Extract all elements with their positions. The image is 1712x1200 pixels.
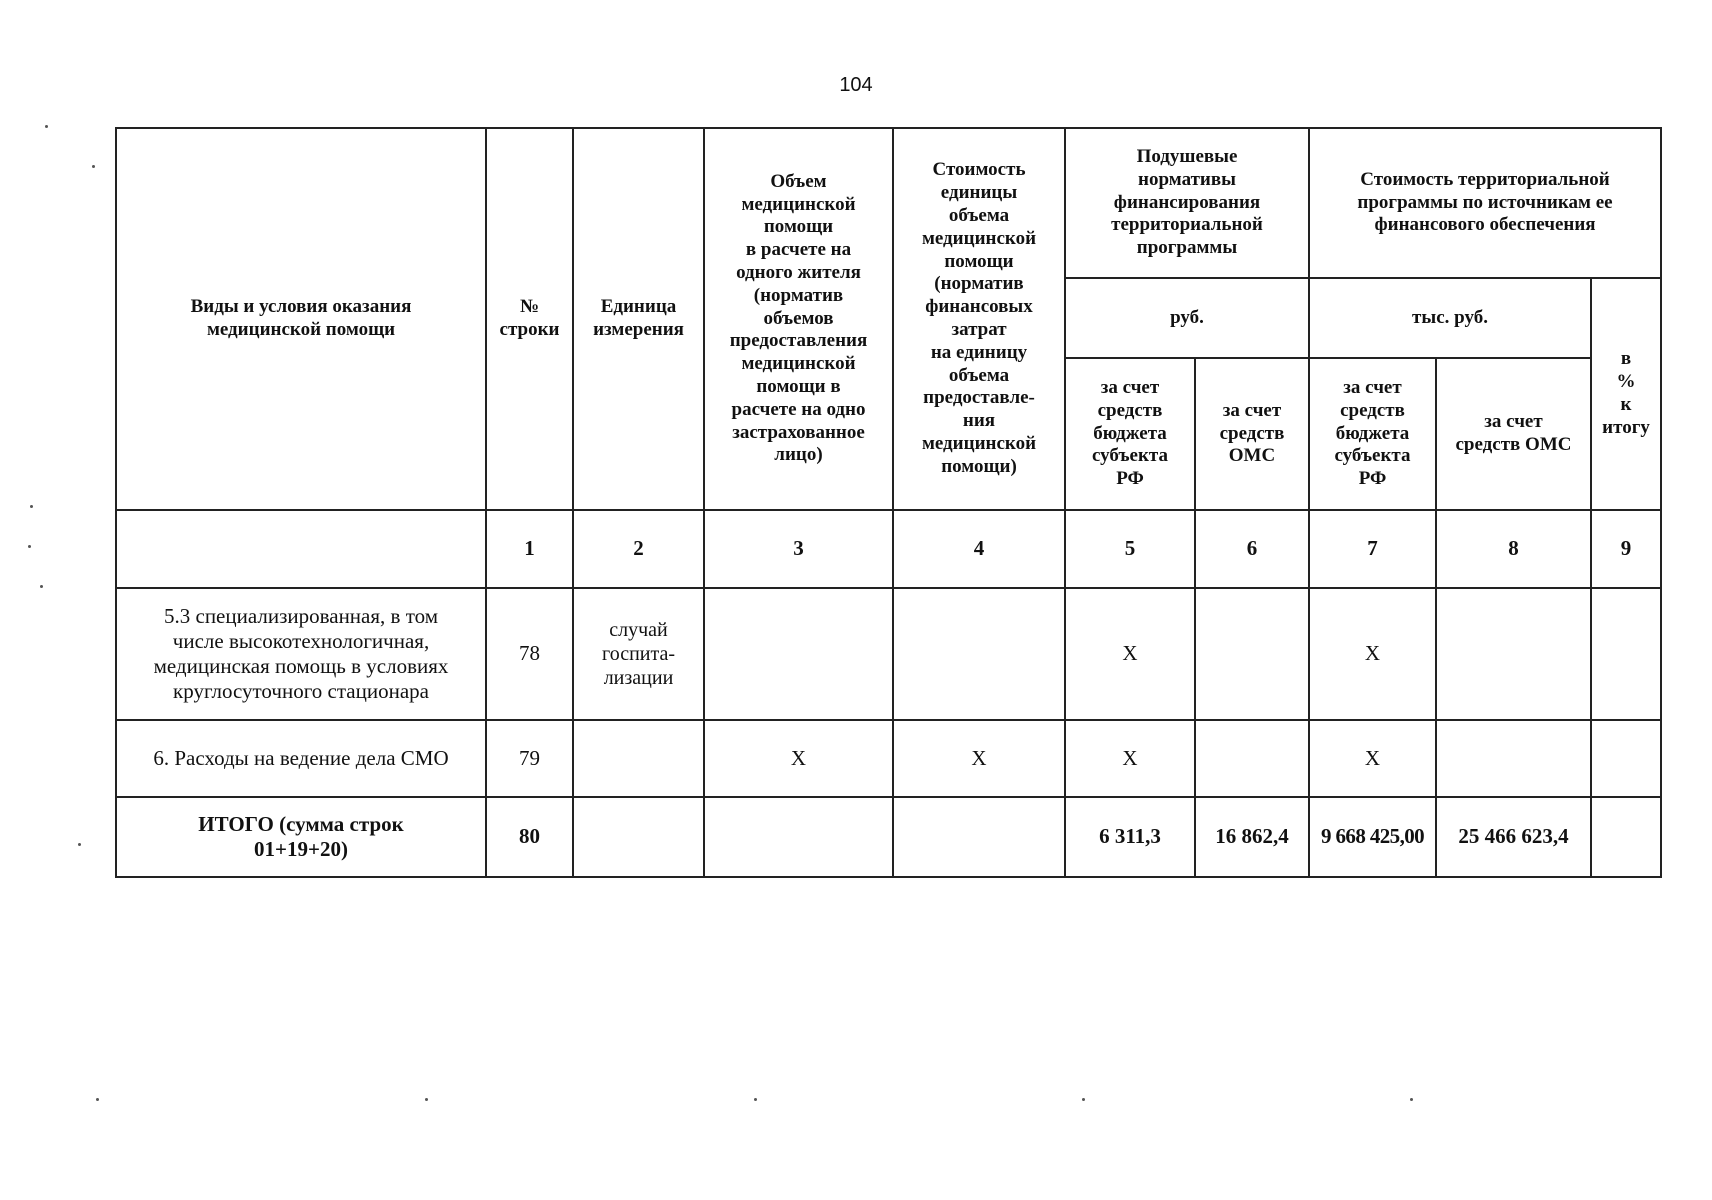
row-number: 80: [486, 797, 573, 877]
row-oms-rub: [1195, 588, 1309, 720]
header-volume: Объем медицинской помощи в расчете на одного жителя (норматив объемов предоставления медицинской помощи в расчете на одно застрахованное лицо): [704, 128, 893, 510]
row-name: 6. Расходы на ведение дела СМО: [116, 720, 486, 797]
row-percent: [1591, 797, 1661, 877]
row-volume: Х: [704, 720, 893, 797]
column-number-cell: 8: [1436, 510, 1591, 588]
column-number-cell: 4: [893, 510, 1065, 588]
header-unit-cost: Стоимость единицы объема медицинской помощи (норматив финансовых затрат на единицу объема предоставле- ния медицинской помощи): [893, 128, 1065, 510]
scan-speck: [30, 505, 33, 508]
row-budget-thousand: Х: [1309, 720, 1436, 797]
table-row: [116, 588, 1661, 720]
scan-speck: [425, 1098, 428, 1101]
scan-speck: [96, 1098, 99, 1101]
row-volume: [704, 797, 893, 877]
header-program-cost-group: Стоимость территориальной программы по источникам ее финансового обеспечения: [1309, 128, 1661, 278]
column-number-cell: 5: [1065, 510, 1195, 588]
row-number: 78: [486, 588, 573, 720]
column-number-cell: 9: [1591, 510, 1661, 588]
column-number-row: [116, 510, 1661, 588]
header-row-number: № строки: [486, 128, 573, 510]
header-unit: Единица измерения: [573, 128, 704, 510]
scan-speck: [92, 165, 95, 168]
header-oms-rub: за счет средств ОМС: [1195, 358, 1309, 510]
row-unit-cost: [893, 797, 1065, 877]
row-budget-rub: Х: [1065, 588, 1195, 720]
row-percent: [1591, 720, 1661, 797]
header-oms-thousand: за счет средств ОМС: [1436, 358, 1591, 510]
row-oms-thousand: [1436, 588, 1591, 720]
row-budget-rub: Х: [1065, 720, 1195, 797]
header-unit-thousand-rub: тыс. руб.: [1309, 278, 1591, 358]
row-oms-rub: 16 862,4: [1195, 797, 1309, 877]
scan-speck: [78, 843, 81, 846]
column-number-cell: 1: [486, 510, 573, 588]
scan-speck: [40, 585, 43, 588]
scan-speck: [1082, 1098, 1085, 1101]
header-budget-thousand: за счет средств бюджета субъекта РФ: [1309, 358, 1436, 510]
row-name-total: ИТОГО (сумма строк 01+19+20): [116, 797, 486, 877]
header-kinds-of-care: Виды и условия оказания медицинской помощи: [116, 128, 486, 510]
page-number: 104: [839, 74, 873, 96]
header-per-capita-group: Подушевые нормативы финансирования территориальной программы: [1065, 128, 1309, 278]
row-unit: [573, 797, 704, 877]
column-number-cell: 6: [1195, 510, 1309, 588]
row-oms-thousand: 25 466 623,4: [1436, 797, 1591, 877]
scan-speck: [45, 125, 48, 128]
scan-speck: [28, 545, 31, 548]
table-row-total: [116, 797, 1661, 877]
column-number-cell: 7: [1309, 510, 1436, 588]
column-number-cell: 2: [573, 510, 704, 588]
scan-speck: [1410, 1098, 1413, 1101]
column-number-cell: [116, 510, 486, 588]
row-unit: [573, 720, 704, 797]
row-name: 5.3 специализированная, в том числе высокотехнологичная, медицинская помощь в условиях круглосуточного стационара: [116, 588, 486, 720]
header-budget-rub: за счет средств бюджета субъекта РФ: [1065, 358, 1195, 510]
header-unit-rub: руб.: [1065, 278, 1309, 358]
row-budget-thousand: Х: [1309, 588, 1436, 720]
row-unit-cost: [893, 588, 1065, 720]
column-number-cell: 3: [704, 510, 893, 588]
row-volume: [704, 588, 893, 720]
row-oms-rub: [1195, 720, 1309, 797]
scan-speck: [754, 1098, 757, 1101]
table-row: [116, 720, 1661, 797]
row-unit: случай госпита- лизации: [573, 588, 704, 720]
row-unit-cost: Х: [893, 720, 1065, 797]
territorial-program-cost-table: [115, 127, 1662, 878]
row-budget-rub: 6 311,3: [1065, 797, 1195, 877]
row-budget-thousand: 9 668 425,00: [1309, 797, 1436, 877]
row-percent: [1591, 588, 1661, 720]
header-percent-of-total: в % к итогу: [1591, 278, 1661, 510]
row-number: 79: [486, 720, 573, 797]
row-oms-thousand: [1436, 720, 1591, 797]
